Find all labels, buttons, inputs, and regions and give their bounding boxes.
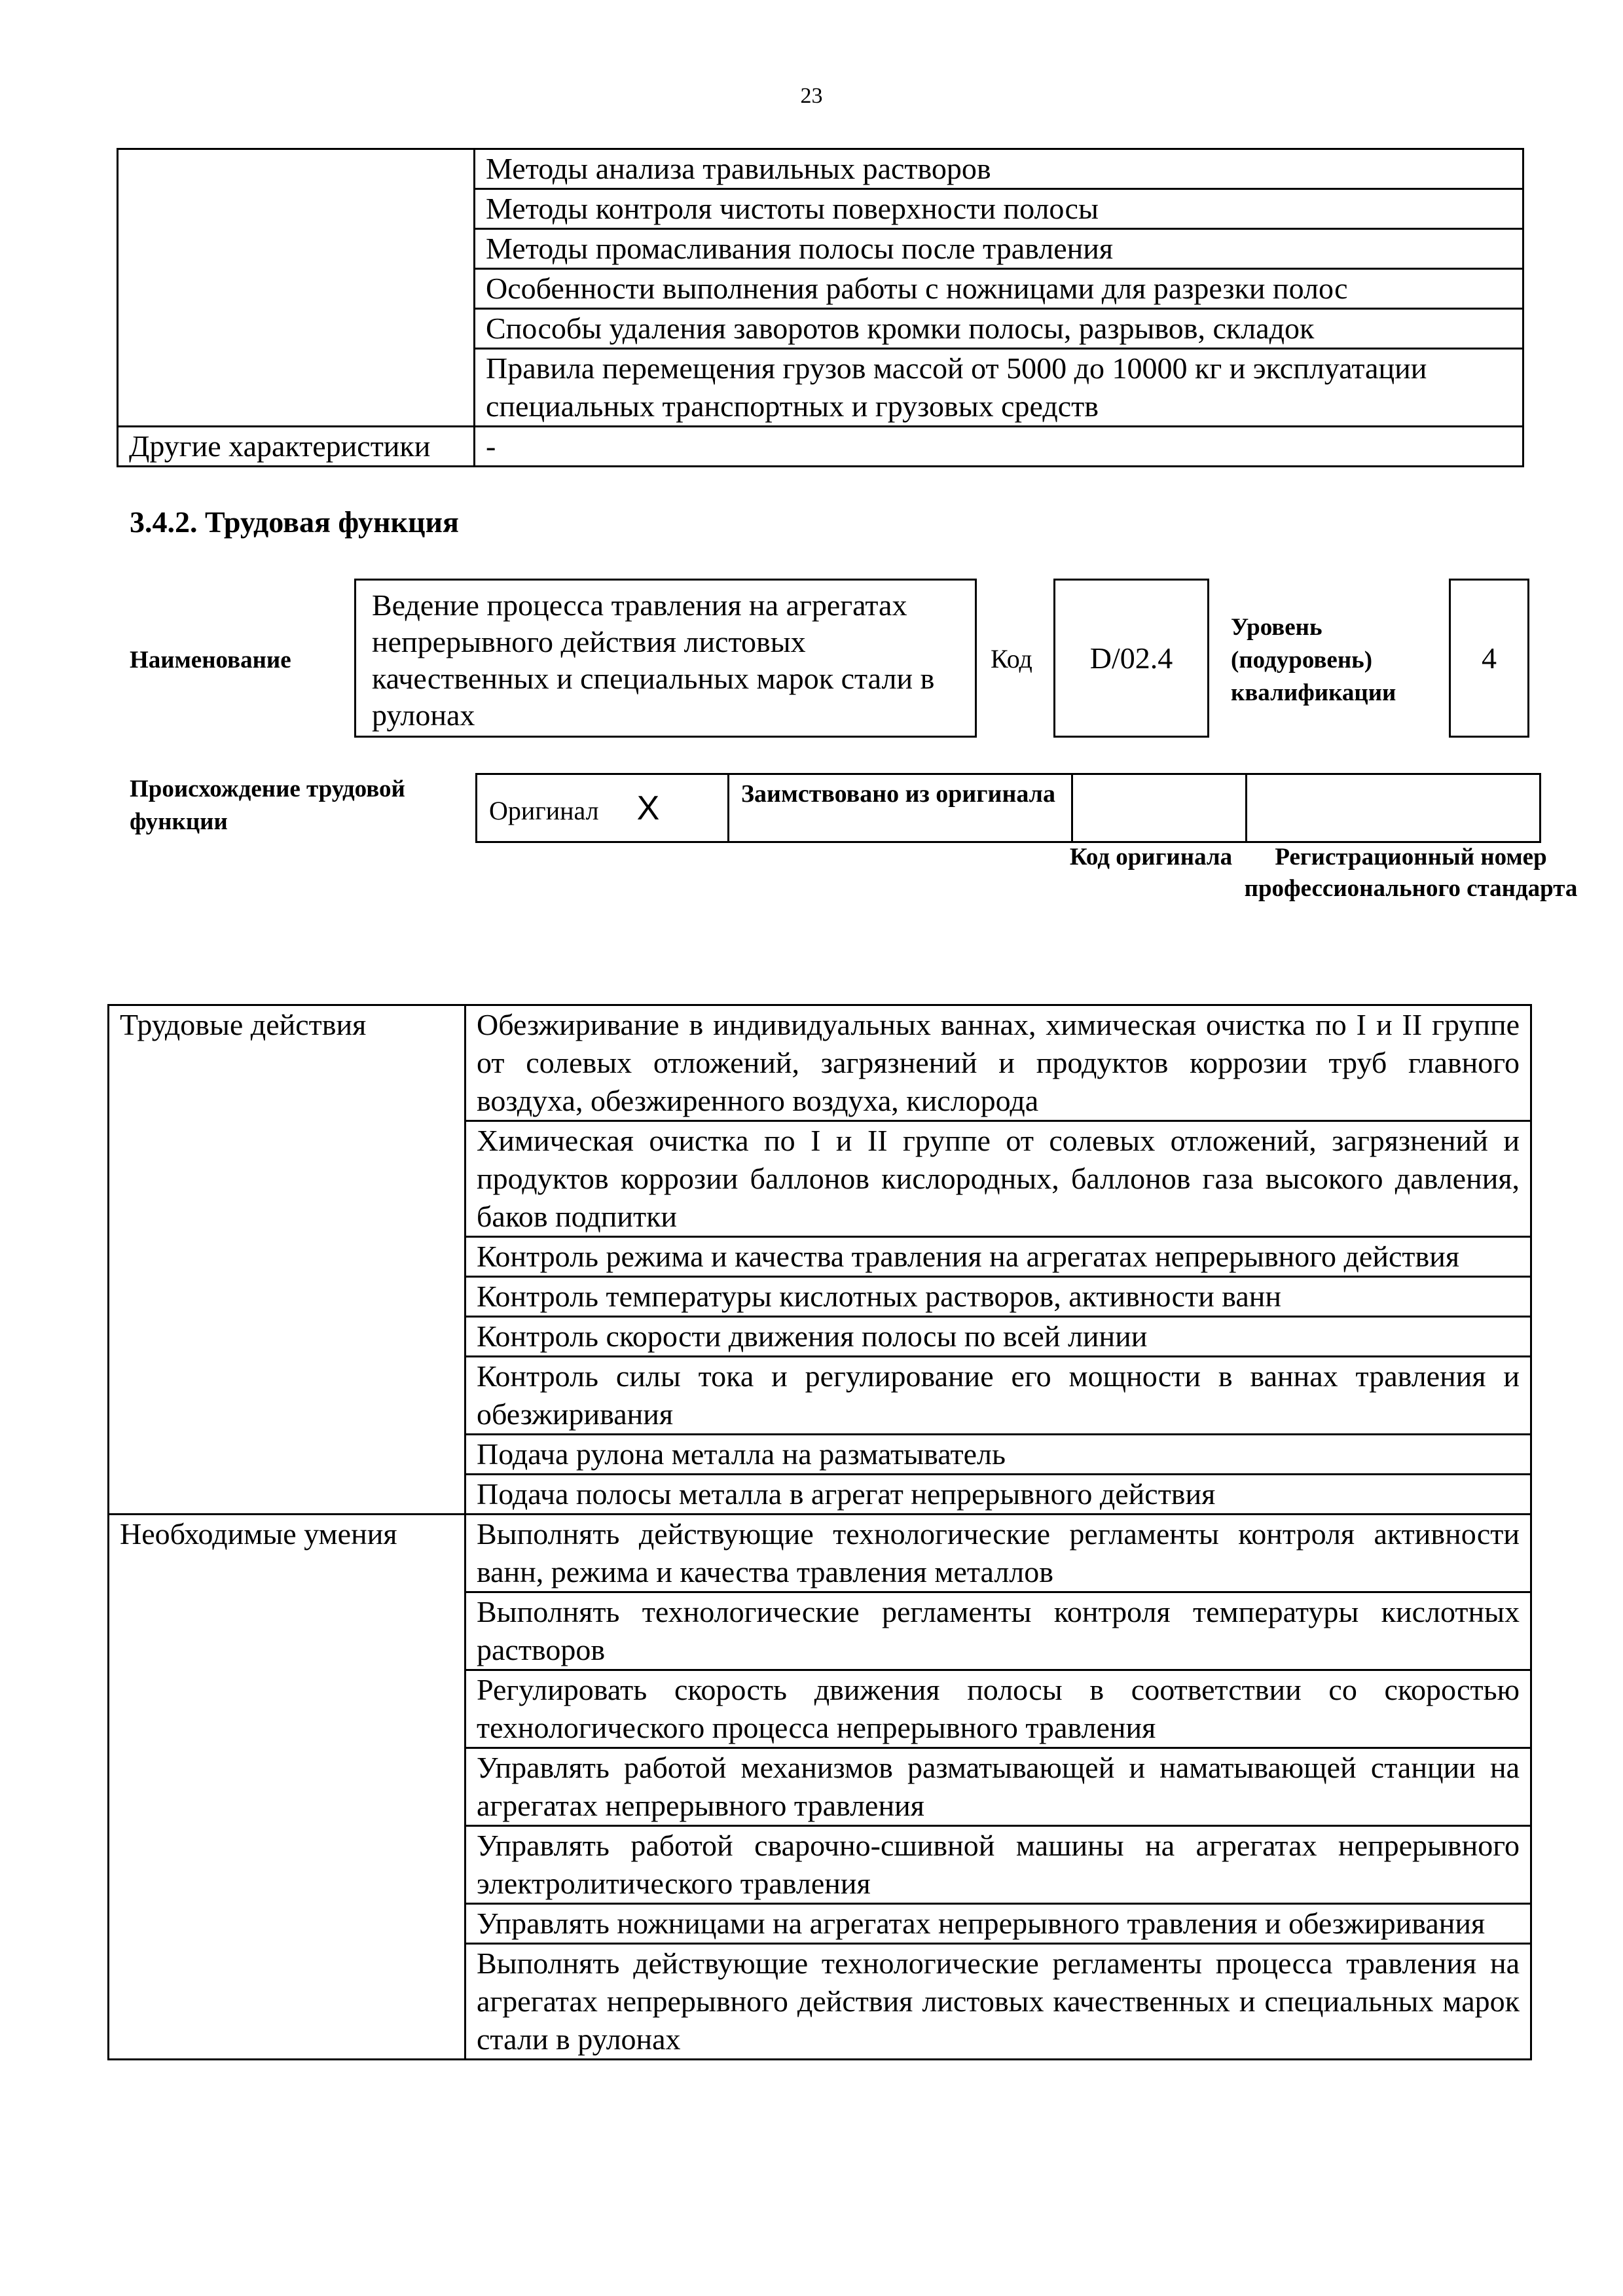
other-value: -: [475, 427, 1523, 467]
skill-item: Управлять работой механизмов разматывающей и наматывающей станции на агрегатах непрерывного травления: [465, 1748, 1531, 1826]
skill-item: Управлять ножницами на агрегатах непрерывного травления и обезжиривания: [465, 1904, 1531, 1944]
action-item: Подача полосы металла в агрегат непрерывного действия: [465, 1475, 1531, 1515]
empty-label-cell: [118, 149, 475, 427]
original-label: Оригинал: [489, 795, 599, 825]
code-label: Код: [991, 644, 1032, 673]
actions-label: Трудовые действия: [109, 1005, 465, 1515]
origin-label: Происхождение трудовой функции: [130, 776, 405, 835]
action-item: Контроль силы тока и регулирование его мощности в ваннах травления и обезжиривания: [465, 1357, 1531, 1435]
table-row: [118, 427, 1523, 467]
action-item: Контроль режима и качества травления на агрегатах непрерывного действия: [465, 1237, 1531, 1277]
knowledge-item: Способы удаления заворотов кромки полосы, разрывов, складок: [475, 309, 1523, 349]
knowledge-item: Методы контроля чистоты поверхности полосы: [475, 189, 1523, 229]
skill-item: Выполнять действующие технологические регламенты контроля активности ванн, режима и качества травления металлов: [465, 1515, 1531, 1592]
reg-number-cell: [1247, 774, 1541, 842]
code-caption: Код оригинала: [1069, 844, 1233, 870]
original-mark: X: [636, 789, 660, 827]
action-item: Подача рулона металла на разматыватель: [465, 1435, 1531, 1475]
name-label: Наименование: [130, 647, 291, 673]
level-value: 4: [1449, 579, 1529, 738]
skill-item: Выполнять действующие технологические регламенты процесса травления на агрегатах непрерывного действия листовых качественных и специальных марок стали в рулонах: [465, 1944, 1531, 2060]
other-label: Другие характеристики: [118, 427, 475, 467]
knowledge-table: [117, 148, 1524, 467]
knowledge-item: Методы промасливания полосы после травления: [475, 229, 1523, 269]
skills-label: Необходимые умения: [109, 1515, 465, 2060]
original-cell: [477, 774, 729, 842]
page-number: 23: [800, 84, 823, 108]
section-title: 3.4.2. Трудовая функция: [130, 505, 459, 539]
skill-item: Управлять работой сварочно-сшивной машины на агрегатах непрерывного электролитического травления: [465, 1826, 1531, 1904]
table-row: [109, 1005, 1531, 1121]
original-code-cell: [1072, 774, 1247, 842]
knowledge-item: Методы анализа травильных растворов: [475, 149, 1523, 189]
origin-table: [475, 773, 1541, 843]
knowledge-item: Правила перемещения грузов массой от 5000 до 10000 кг и эксплуатации специальных транспортных и грузовых средств: [475, 349, 1523, 427]
function-table: [107, 1004, 1532, 2060]
borrowed-label: Заимствовано из оригинала: [729, 774, 1072, 842]
table-row: [109, 1515, 1531, 1592]
knowledge-item: Особенности выполнения работы с ножницами для разрезки полос: [475, 269, 1523, 309]
table-row: [118, 149, 1523, 189]
reg-caption: Регистрационный номер профессионального стандарта: [1244, 844, 1578, 902]
action-item: Обезжиривание в индивидуальных ваннах, химическая очистка по I и II группе от солевых отложений, загрязнений и продуктов коррозии труб главного воздуха, обезжиренного воздуха, кислорода: [465, 1005, 1531, 1121]
code-value: D/02.4: [1053, 579, 1209, 738]
level-label: Уровень (подуровень) квалификации: [1231, 614, 1396, 706]
action-item: Химическая очистка по I и II группе от солевых отложений, загрязнений и продуктов коррозии баллонов кислородных, баллонов газа высокого давления, баков подпитки: [465, 1121, 1531, 1237]
skill-item: Выполнять технологические регламенты контроля температуры кислотных растворов: [465, 1592, 1531, 1670]
action-item: Контроль скорости движения полосы по всей линии: [465, 1317, 1531, 1357]
table-row: [477, 774, 1541, 842]
name-value: Ведение процесса травления на агрегатах непрерывного действия листовых качественных и специальных марок стали в рулонах: [354, 579, 977, 738]
action-item: Контроль температуры кислотных растворов, активности ванн: [465, 1277, 1531, 1317]
skill-item: Регулировать скорость движения полосы в соответствии со скоростью технологического процесса непрерывного травления: [465, 1670, 1531, 1748]
